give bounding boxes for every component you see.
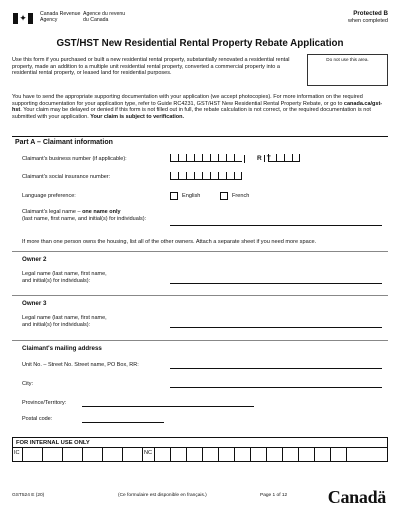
intro-paragraph-1: Use this form if you purchased or built a new residential rental property, substantially renovated a residential rental property, made an addition to a multiple unit residential rental property, converted a commercial property into a residential rental property, or leased land for residential purposes. — [12, 57, 290, 77]
language-label: Language preference: — [22, 193, 76, 199]
ic-box-4[interactable] — [83, 448, 103, 461]
internal-use-title: FOR INTERNAL USE ONLY — [13, 438, 387, 448]
protected-title: Protected B — [353, 10, 388, 17]
owner3-label: Legal name (last name, first name, and initial(s) for individuals): — [22, 315, 107, 328]
province-label: Province/Territory: — [22, 400, 67, 406]
nc-box-11[interactable] — [315, 448, 331, 461]
agency-name-fr — [83, 11, 125, 23]
intro-paragraph-2: You have to send the appropriate supporting documentation with your application (we accept photocopies). For more information on the required supporting documentation for your application type, refer to Guide RC4231, GST/HST New Residential Rental Property Rebate, or go to canada.ca/gst-hst. Your claim may be delayed or denied if this form is not filled out in full, the rebate calculation is not correct, or the required documentation is not submitted with your application. Your claim is subject to verification. — [12, 94, 383, 120]
internal-use-box — [12, 437, 388, 462]
protected-label — [348, 11, 388, 24]
mailing-divider — [12, 340, 388, 341]
nc-box-5[interactable] — [219, 448, 235, 461]
province-field[interactable] — [82, 406, 254, 407]
owner2-title: Owner 2 — [22, 256, 47, 263]
business-number-field[interactable] — [170, 154, 242, 162]
agency-fr-line-1: Agence du revenu — [83, 11, 126, 17]
mailing-title: Claimant's mailing address — [22, 345, 102, 352]
street-address-field[interactable] — [170, 368, 382, 369]
ic-box-3[interactable] — [63, 448, 83, 461]
owner3-name-field[interactable] — [170, 327, 382, 328]
nc-box-3[interactable] — [187, 448, 203, 461]
protected-sub: when completed — [347, 17, 388, 24]
nc-box-4[interactable] — [203, 448, 219, 461]
ic-box-1[interactable] — [23, 448, 43, 461]
canada-wordmark: Canadä — [327, 487, 386, 507]
rt-account-field[interactable] — [268, 154, 300, 162]
owner3-title: Owner 3 — [22, 300, 47, 307]
legal-name-label: Claimant's legal name – one name only (last name, first name, and initial(s) for individuals): — [22, 209, 147, 222]
city-label: City: — [22, 381, 33, 387]
part-a-title: Part A – Claimant information — [15, 139, 113, 146]
french-label: French — [232, 193, 250, 199]
owner2-divider — [12, 251, 388, 252]
french-availability-note: (Ce formulaire est disponible en français.) — [118, 493, 207, 498]
more-owners-note: If more than one person owns the housing, list all of the other owners. Attach a separate sheet if you need more space. — [22, 239, 317, 245]
nc-box-10[interactable] — [299, 448, 315, 461]
nc-label: NC — [143, 448, 155, 461]
postal-label: Postal code: — [22, 416, 53, 422]
page-number: Page 1 of 12 — [260, 493, 288, 498]
sin-label: Claimant's social insurance number: — [22, 174, 111, 180]
city-field[interactable] — [170, 387, 382, 388]
nc-box-1[interactable] — [155, 448, 171, 461]
legal-name-field[interactable] — [170, 225, 382, 226]
form-number: GST524 E (20) — [12, 493, 45, 498]
unit-label: Unit No. – Street No. Street name, PO Box, RR: — [22, 362, 139, 368]
agency-fr-line-2: du Canada — [83, 17, 109, 23]
ic-box-5[interactable] — [103, 448, 123, 461]
rt-label: R T — [244, 155, 271, 163]
english-checkbox[interactable] — [170, 192, 178, 200]
nc-box-8[interactable] — [267, 448, 283, 461]
nc-box-2[interactable] — [171, 448, 187, 461]
owner3-divider — [12, 295, 388, 296]
owner2-label: Legal name (last name, first name, and initial(s) for individuals): — [22, 271, 107, 284]
french-checkbox[interactable] — [220, 192, 228, 200]
agency-en-line-1: Canada Revenue — [40, 11, 81, 17]
owner2-name-field[interactable] — [170, 283, 382, 284]
form-title: GST/HST New Residential Rental Property Rebate Application — [56, 38, 344, 49]
english-label: English — [182, 193, 201, 199]
gst-hst-link[interactable]: canada.ca/gst-hst — [12, 100, 383, 114]
agency-en-line-2: Agency — [40, 17, 58, 23]
ic-box-6[interactable] — [123, 448, 143, 461]
postal-code-field[interactable] — [82, 422, 164, 423]
agency-name-en — [40, 11, 80, 23]
ic-label: IC — [13, 448, 23, 461]
part-a-divider — [12, 136, 388, 137]
canada-flag-icon: ✦ — [13, 13, 33, 24]
nc-box-9[interactable] — [283, 448, 299, 461]
do-not-use-area: Do not use this area. — [307, 54, 388, 86]
nc-box-7[interactable] — [251, 448, 267, 461]
verification-note: Your claim is subject to verification. — [90, 113, 184, 120]
bn-label: Claimant's business number (if applicable): — [22, 156, 127, 162]
nc-box-12[interactable] — [331, 448, 347, 461]
sin-field[interactable] — [170, 172, 242, 180]
ic-box-2[interactable] — [43, 448, 63, 461]
nc-box-6[interactable] — [235, 448, 251, 461]
